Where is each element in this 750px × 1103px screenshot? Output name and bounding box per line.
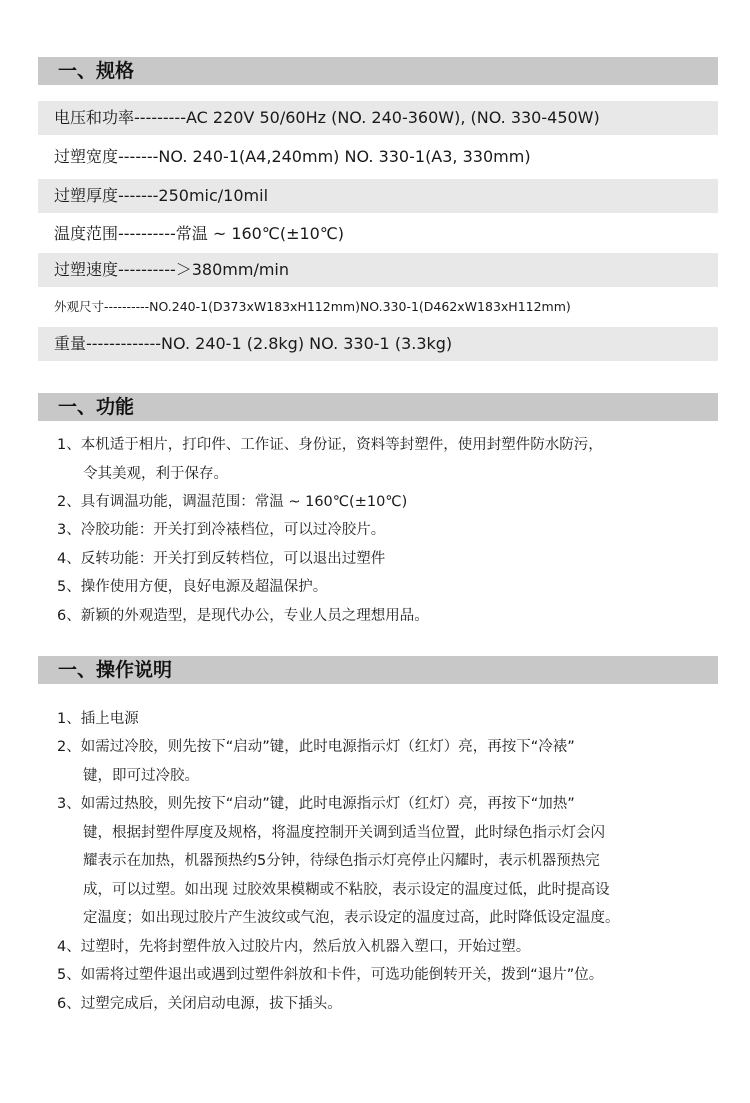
- operation-item-4: 4、过塑时，先将封塑件放入过胶片内，然后放入机器入塑口，开始过塑。: [57, 939, 531, 955]
- operation-section-header: 一、操作说明: [38, 656, 718, 684]
- function-item-6: 6、新颖的外观造型，是现代办公，专业人员之理想用品。: [57, 608, 429, 624]
- operation-item-1: 1、插上电源: [57, 711, 139, 727]
- spec-row-voltage-power: 电压和功率---------AC 220V 50/60Hz (NO. 240-360W), (NO. 330-450W): [38, 101, 718, 135]
- operation-item-3-continuation-3: 成，可以过塑。如出现 过胶效果模糊或不粘胶，表示设定的温度过低，此时提高设: [83, 882, 610, 898]
- operation-item-6: 6、过塑完成后，关闭启动电源，拔下插头。: [57, 996, 342, 1012]
- function-item-1-continuation: 令其美观，利于保存。: [83, 466, 228, 482]
- function-item-2: 2、具有调温功能，调温范围：常温 ~ 160℃(±10℃): [57, 494, 408, 510]
- function-item-3: 3、冷胶功能：开关打到冷裱档位，可以过冷胶片。: [57, 522, 386, 538]
- operation-item-3-continuation-4: 定温度；如出现过胶片产生波纹或气泡，表示设定的温度过高，此时降低设定温度。: [83, 910, 620, 926]
- operation-item-5: 5、如需将过塑件退出或遇到过塑件斜放和卡件，可选功能倒转开关，拨到“退片”位。: [57, 967, 604, 983]
- spec-row-temperature-range: 温度范围----------常温 ~ 160℃(±10℃): [54, 224, 345, 243]
- operation-item-3-continuation-2: 耀表示在加热，机器预热约5分钟，待绿色指示灯亮停止闪耀时，表示机器预热完: [83, 853, 600, 869]
- spec-row-dimensions: 外观尺寸----------NO.240-1(D373xW183xH112mm)NO.330-1(D462xW183xH112mm): [54, 299, 571, 314]
- functions-section-header: 一、功能: [38, 393, 718, 421]
- function-item-1: 1、本机适于相片，打印件、工作证、身份证，资料等封塑件，使用封塑件防水防污，: [57, 437, 603, 453]
- specs-section-header: 一、规格: [38, 57, 718, 85]
- function-item-4: 4、反转功能：开关打到反转档位，可以退出过塑件: [57, 551, 386, 567]
- spec-row-weight: 重量-------------NO. 240-1 (2.8kg) NO. 330-1 (3.3kg): [38, 327, 718, 361]
- operation-item-2-continuation: 键，即可过冷胶。: [83, 768, 199, 784]
- operation-item-3: 3、如需过热胶，则先按下“启动”键，此时电源指示灯（红灯）亮，再按下“加热”: [57, 796, 575, 812]
- operation-item-3-continuation-1: 键，根据封塑件厚度及规格，将温度控制开关调到适当位置，此时绿色指示灯会闪: [83, 825, 605, 841]
- spec-row-laminating-thickness: 过塑厚度-------250mic/10mil: [38, 179, 718, 213]
- spec-row-laminating-speed: 过塑速度----------＞380mm/min: [38, 253, 718, 287]
- operation-item-2: 2、如需过冷胶，则先按下“启动”键，此时电源指示灯（红灯）亮，再按下“冷裱”: [57, 739, 575, 755]
- function-item-5: 5、操作使用方便，良好电源及超温保护。: [57, 579, 328, 595]
- spec-row-laminating-width: 过塑宽度-------NO. 240-1(A4,240mm) NO. 330-1(A3, 330mm): [54, 147, 531, 166]
